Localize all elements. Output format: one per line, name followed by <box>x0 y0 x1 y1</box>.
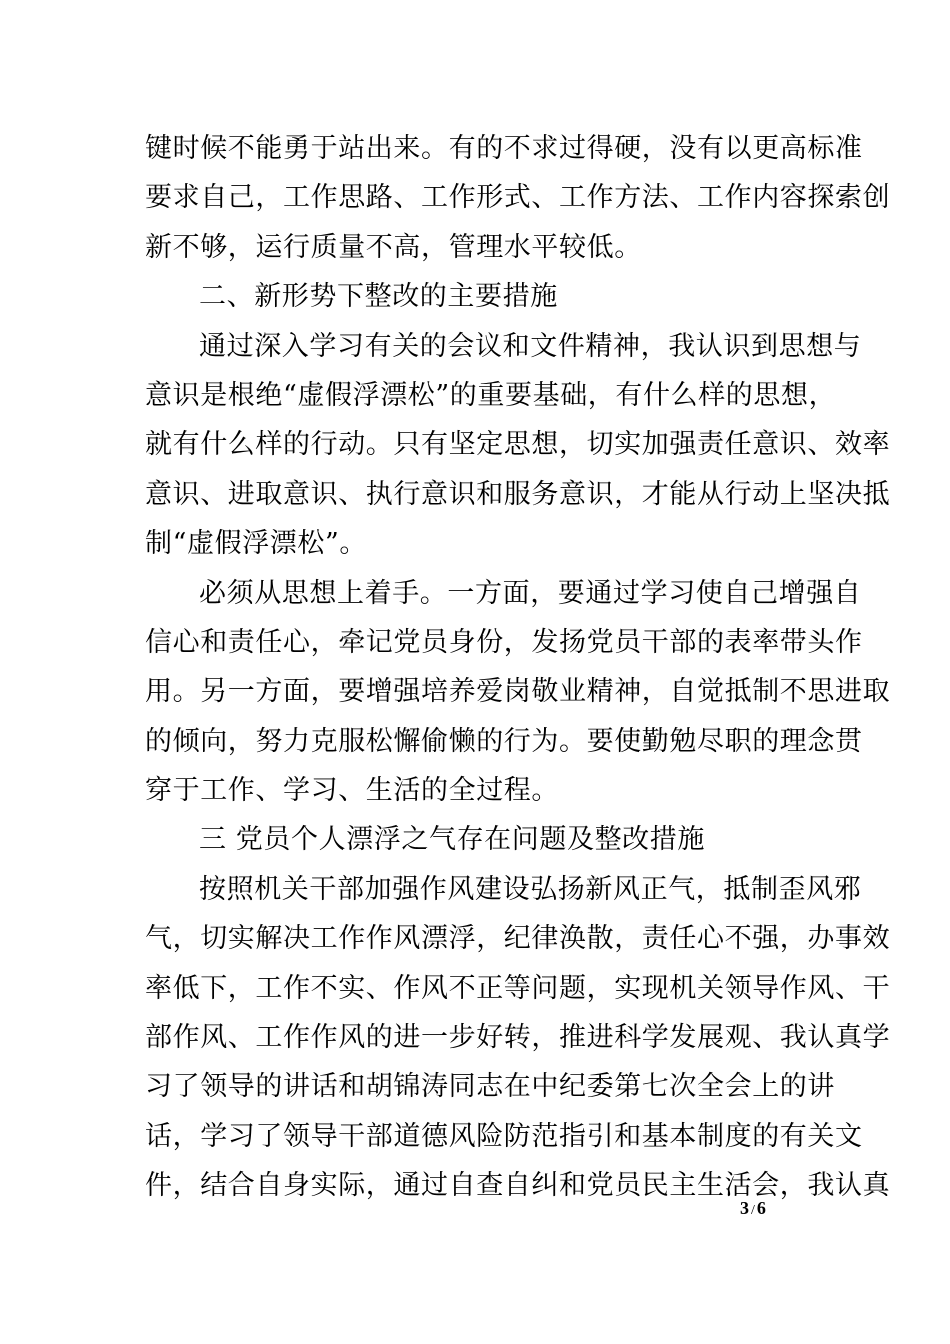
text-line: 通过深入学习有关的会议和文件精神，我认识到思想与 <box>199 330 862 362</box>
page-total: 6 <box>756 1198 766 1218</box>
section-heading-3: 三 党员个人漂浮之气存在问题及整改措施 <box>199 824 705 856</box>
text-line: 意识、进取意识、执行意识和服务意识，才能从行动上坚决抵 <box>145 478 891 510</box>
text-line: 意识是根绝“虚假浮漂松”的重要基础，有什么样的思想， <box>145 379 837 411</box>
text-line: 率低下，工作不实、作风不正等问题，实现机关领导作风、干 <box>145 972 891 1004</box>
section-heading-2: 二、新形势下整改的主要措施 <box>199 281 558 313</box>
page-current: 3 <box>740 1198 749 1218</box>
text-line: 件，结合自身实际，通过自查自纠和党员民主生活会，我认真 <box>145 1170 891 1202</box>
text-line: 按照机关干部加强作风建设弘扬新风正气，抵制歪风邪 <box>199 873 862 905</box>
text-line: 制“虚假浮漂松”。 <box>145 528 368 560</box>
text-line: 习了领导的讲话和胡锦涛同志在中纪委第七次全会上的讲 <box>145 1071 835 1103</box>
text-line: 要求自己，工作思路、工作形式、工作方法、工作内容探索创 <box>145 182 891 214</box>
text-line: 用。另一方面，要增强培养爱岗敬业精神，自觉抵制不思进取 <box>145 676 891 708</box>
text-line: 就有什么样的行动。只有坚定思想，切实加强责任意识、效率 <box>145 429 891 461</box>
text-line: 的倾向，努力克服松懈偷懒的行为。要使勤勉尽职的理念贯 <box>145 725 863 757</box>
text-line: 信心和责任心，牵记党员身份，发扬党员干部的表率带头作 <box>145 626 863 658</box>
text-line: 新不够，运行质量不高，管理水平较低。 <box>145 231 642 263</box>
text-line: 必须从思想上着手。一方面，要通过学习使自己增强自 <box>199 577 862 609</box>
page-number <box>740 1198 766 1219</box>
text-line: 穿于工作、学习、生活的全过程。 <box>145 775 559 807</box>
document-body <box>145 124 891 1211</box>
text-line: 部作风、工作作风的进一步好转，推进科学发展观、我认真学 <box>145 1022 891 1054</box>
page-separator: / <box>751 1203 755 1218</box>
text-line: 气，切实解决工作作风漂浮，纪律涣散，责任心不强，办事效 <box>145 923 891 955</box>
text-line: 键时候不能勇于站出来。有的不求过得硬，没有以更高标准 <box>145 133 863 164</box>
text-line: 话，学习了领导干部道德风险防范指引和基本制度的有关文 <box>145 1120 863 1152</box>
